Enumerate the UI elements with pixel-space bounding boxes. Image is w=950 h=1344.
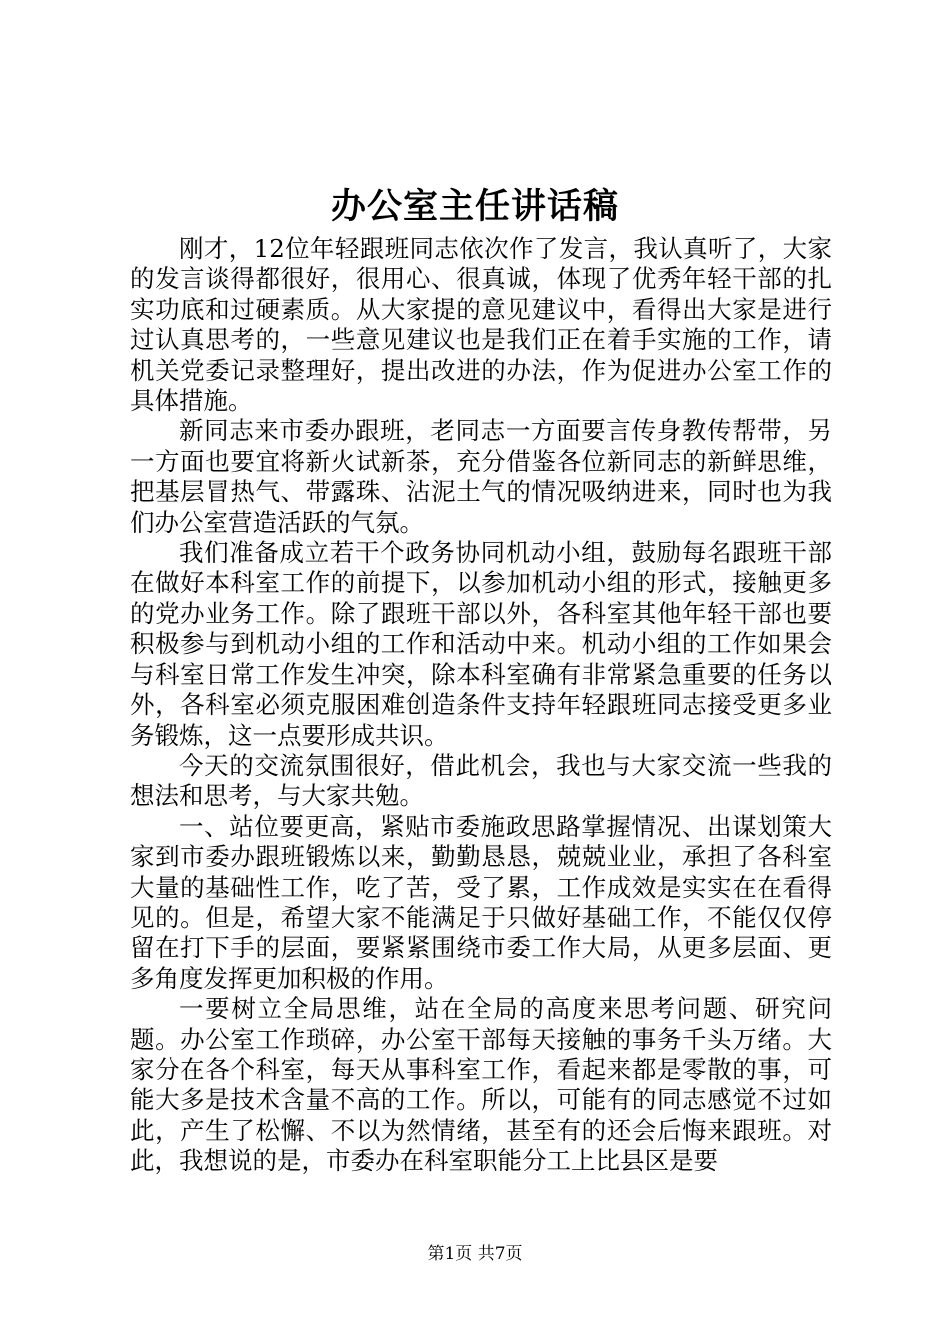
document-title: 办公室主任讲话稿 bbox=[330, 186, 619, 227]
page-number-footer: 第1页 共7页 bbox=[427, 1244, 523, 1264]
paragraph: 刚才，12位年轻跟班同志依次作了发言，我认真听了，大家的发言谈得都很好，很用心、很真诚，体现了优秀年轻干部的扎实功底和过硬素质。从大家提的意见建议中，看得出大家是进行过认真思考的，一些意见建议也是我们正在着手实施的工作，请机关党委记录整理好，提出改进的办法，作为促进办公室工作的具体措施。 bbox=[130, 234, 832, 416]
paragraph: 一要树立全局思维，站在全局的高度来思考问题、研究问题。办公室工作琐碎，办公室干部每天接触的事务千头万绪。大家分在各个科室，每天从事科室工作，看起来都是零散的事，可能大多是技术含量不高的工作。所以，可能有的同志感觉不过如此，产生了松懈、不以为然情绪，甚至有的还会后悔来跟班。对此，我想说的是，市委办在科室职能分工上比县区是要 bbox=[130, 994, 832, 1176]
document-body bbox=[130, 234, 832, 1177]
paragraph: 我们准备成立若干个政务协同机动小组，鼓励每名跟班干部在做好本科室工作的前提下，以参加机动小组的形式，接触更多的党办业务工作。除了跟班干部以外，各科室其他年轻干部也要积极参与到机动小组的工作和活动中来。机动小组的工作如果会与科室日常工作发生冲突，除本科室确有非常紧急重要的任务以外，各科室必须克服困难创造条件支持年轻跟班同志接受更多业务锻炼，这一点要形成共识。 bbox=[130, 538, 832, 750]
paragraph: 今天的交流氛围很好，借此机会，我也与大家交流一些我的想法和思考，与大家共勉。 bbox=[130, 750, 832, 811]
paragraph: 新同志来市委办跟班，老同志一方面要言传身教传帮带，另一方面也要宜将新火试新茶，充分借鉴各位新同志的新鲜思维，把基层冒热气、带露珠、沾泥土气的情况吸纳进来，同时也为我们办公室营造活跃的气氛。 bbox=[130, 416, 832, 537]
paragraph: 一、站位要更高，紧贴市委施政思路掌握情况、出谋划策大家到市委办跟班锻炼以来，勤勤恳恳，兢兢业业，承担了各科室大量的基础性工作，吃了苦，受了累，工作成效是实实在在看得见的。但是，希望大家不能满足于只做好基础工作，不能仅仅停留在打下手的层面，要紧紧围绕市委工作大局，从更多层面、更多角度发挥更加积极的作用。 bbox=[130, 811, 832, 993]
